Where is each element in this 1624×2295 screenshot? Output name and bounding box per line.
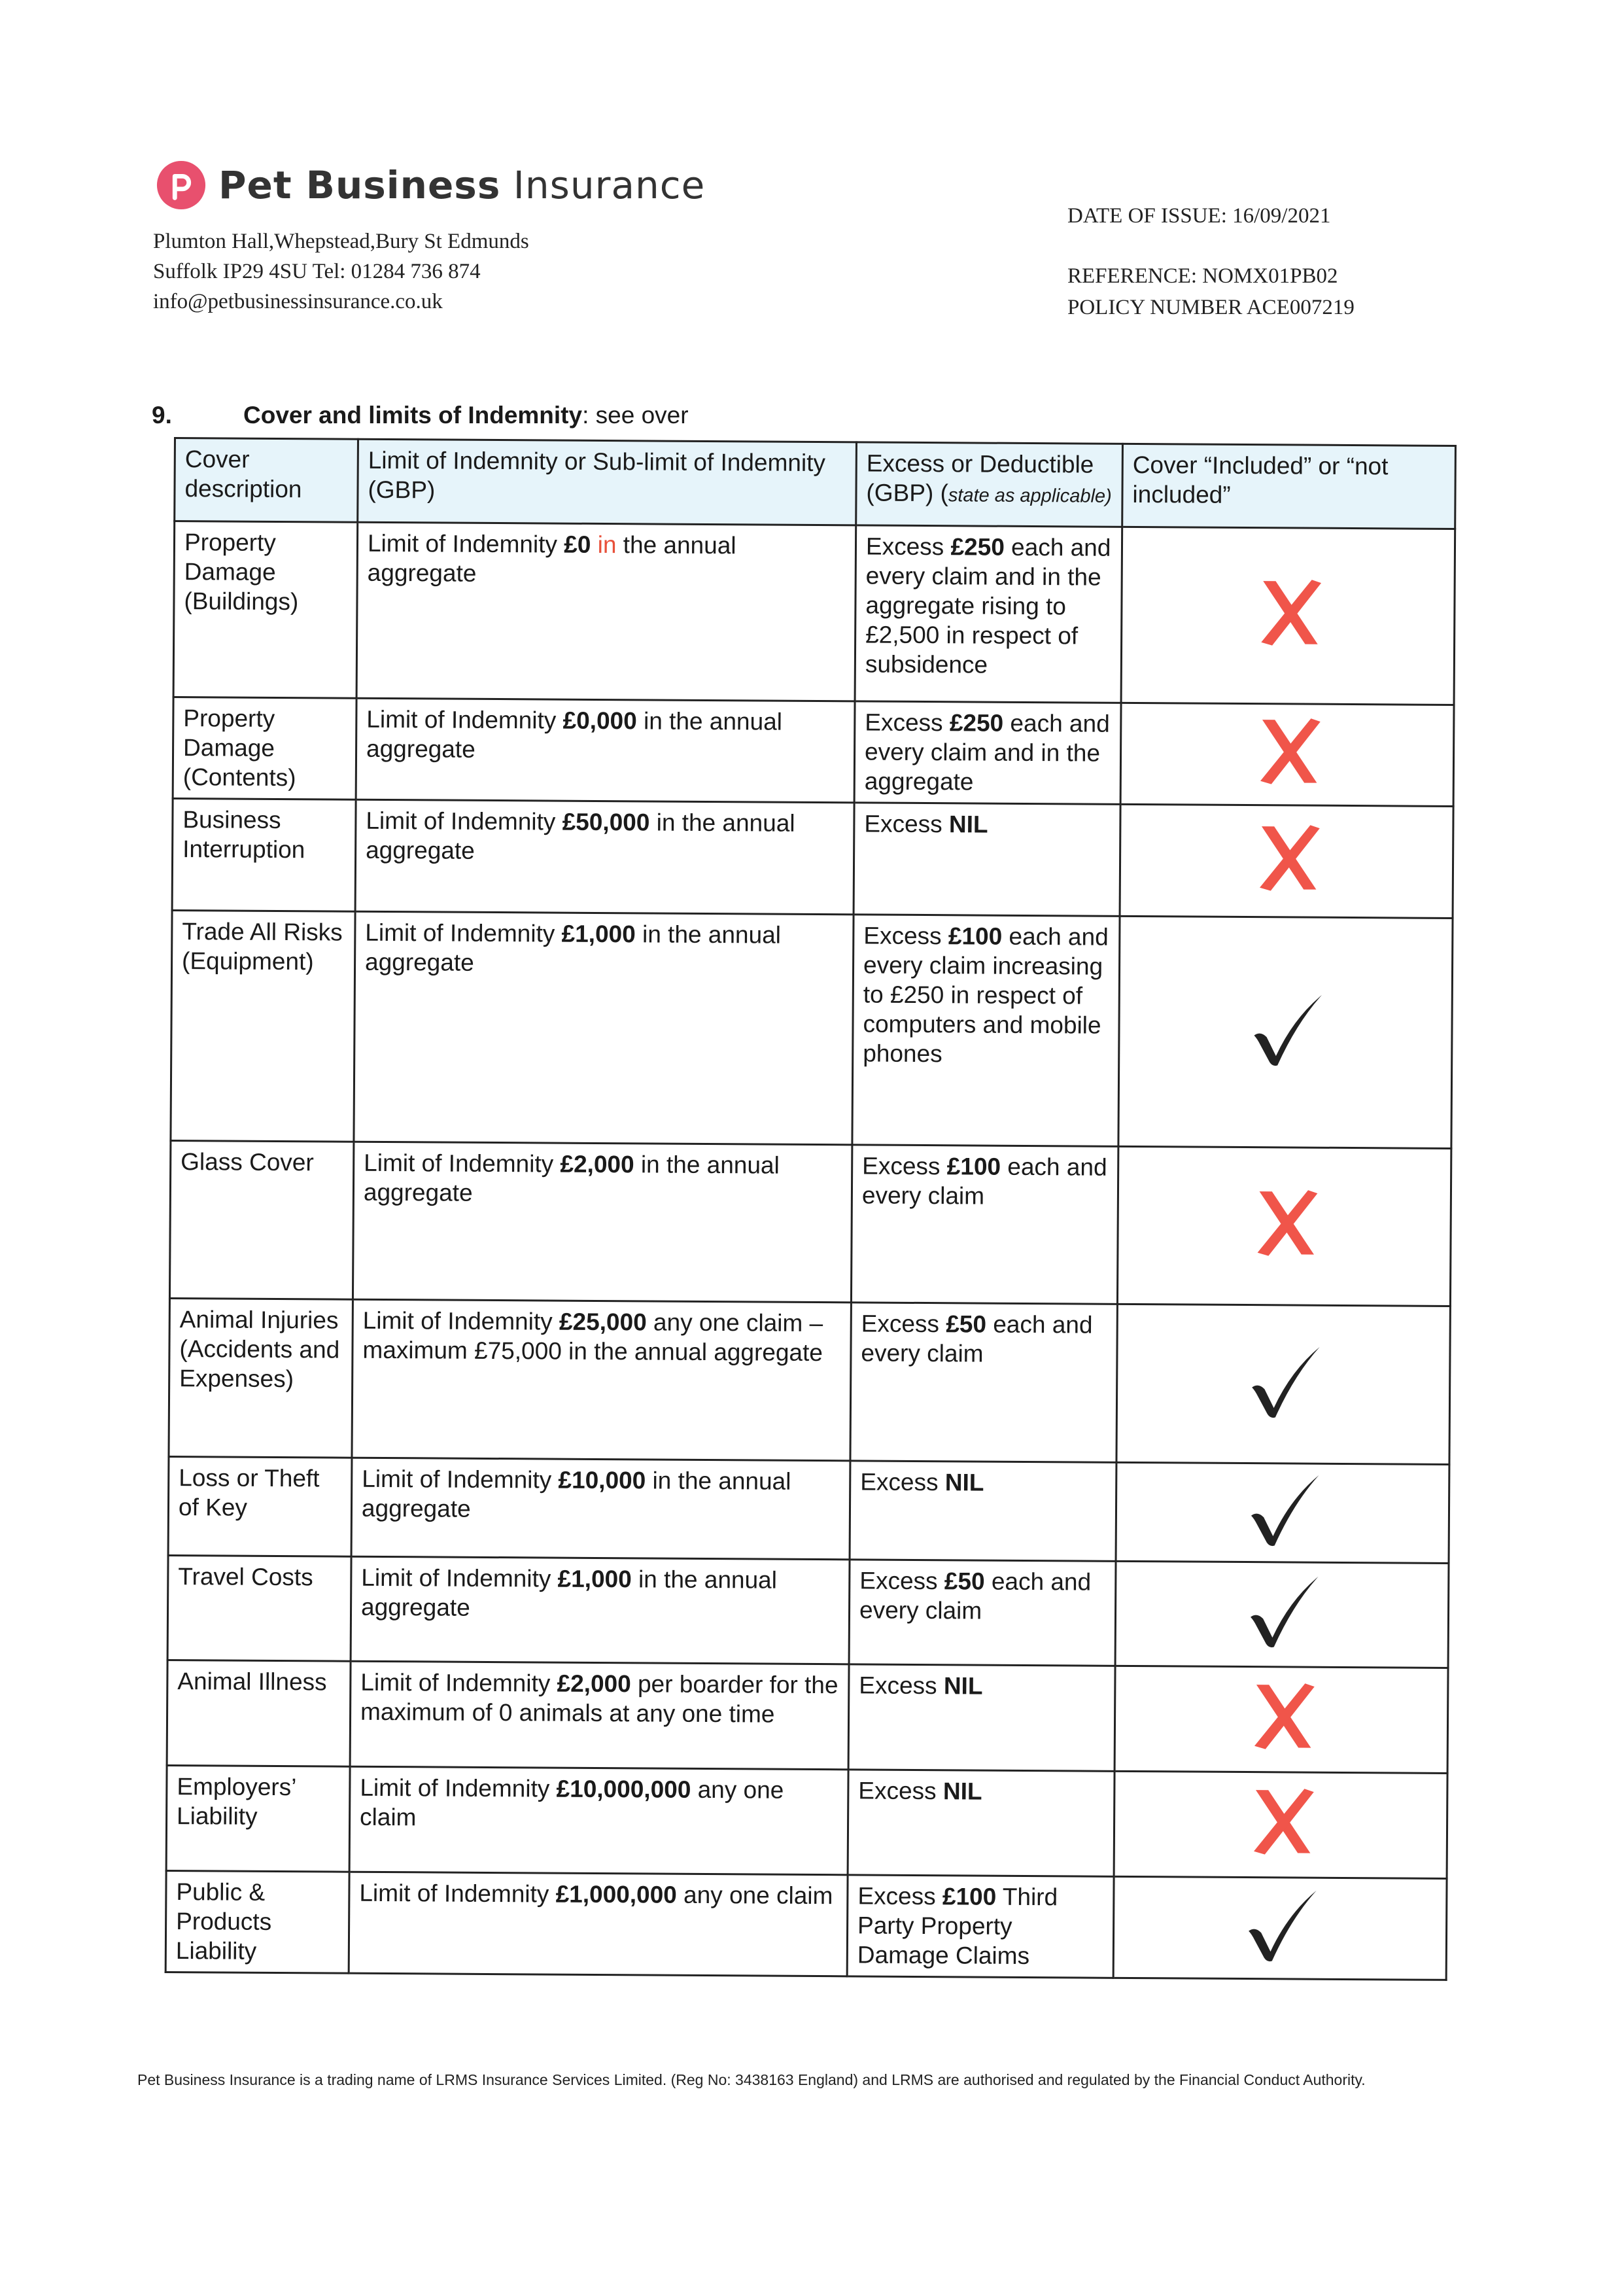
table-row [167,1660,1448,1774]
table-row [169,1299,1450,1464]
excess-cell: Excess NIL [848,1664,1115,1771]
limit-cell: Limit of Indemnity £2,000 per boarder for the maximum of 0 animals at any one time [350,1662,849,1770]
table-row [172,799,1453,919]
limit-cell: Limit of Indemnity £25,000 any one claim – maximum £75,000 in the annual aggregate [352,1300,851,1461]
included-cell [1114,1772,1447,1879]
limit-cell: Limit of Indemnity £2,000 in the annual aggregate [353,1142,852,1303]
address-line: info@petbusinessinsurance.co.uk [153,290,443,313]
excess-cell: Excess £50 each and every claim [849,1559,1116,1666]
limit-cell: Limit of Indemnity £1,000 in the annual aggregate [354,911,854,1145]
table-row [165,1871,1447,1980]
checkmark-icon [1244,1342,1323,1421]
excess-cell: Excess NIL [850,1461,1116,1561]
excess-cell: Excess £250 each and every claim and in the aggregate [854,701,1121,804]
included-cell [1120,805,1453,919]
header-included: Cover “Included” or “not included” [1122,444,1456,529]
excess-cell: Excess £100 each and every claim [851,1145,1118,1305]
company-address [153,226,529,317]
table-row [173,521,1455,705]
limit-cell: Limit of Indemnity £50,000 in the annual aggregate [355,799,854,915]
excess-cell: Excess £50 each and every claim [850,1303,1117,1462]
company-name: Pet Business Insurance [218,163,706,207]
section-heading [152,402,689,429]
checkmark-icon [1246,990,1325,1069]
included-cell [1116,1305,1450,1464]
reference: REFERENCE: NOMX01PB02 [1067,264,1338,288]
cross-icon [1241,1782,1321,1861]
cover-table [165,437,1457,1981]
cover-description: Travel Costs [167,1555,351,1662]
excess-cell: Excess £100 Third Party Property Damage Claims [847,1875,1114,1978]
cover-description: Animal Injuries (Accidents and Expenses) [169,1299,353,1458]
checkmark-icon [1243,1470,1322,1549]
excess-cell: Excess £100 each and every claim increasing to £250 in respect of computers and mobile phones [852,915,1120,1146]
table-row [166,1766,1447,1879]
date-of-issue: DATE OF ISSUE: 16/09/2021 [1067,204,1331,228]
excess-cell: Excess NIL [854,803,1120,916]
table-row [171,911,1453,1149]
cross-icon [1245,1183,1324,1263]
header-row [175,438,1456,529]
limit-cell: Limit of Indemnity £1,000 in the annual aggregate [351,1556,850,1665]
header-limit: Limit of Indemnity or Sub-limit of Indemnity (GBP) [358,439,857,525]
cover-description: Property Damage (Buildings) [173,521,358,699]
included-cell [1121,527,1455,705]
cover-description: Loss or Theft of Key [168,1456,352,1556]
cross-icon [1249,573,1328,652]
limit-cell: Limit of Indemnity £0 in the annual aggregate [356,522,856,701]
address-line: Suffolk IP29 4SU Tel: 01284 736 874 [153,260,481,283]
table-row [173,697,1454,807]
excess-cell: Excess £250 each and every claim and in the aggregate rising to £2,500 in respect of subsidence [855,525,1122,703]
company-logo [156,160,705,211]
included-cell [1116,1462,1449,1563]
limit-cell: Limit of Indemnity £10,000 in the annual aggregate [351,1458,850,1559]
cover-description: Employers’ Liability [166,1766,350,1872]
cover-description: Business Interruption [172,799,356,912]
checkmark-icon [1243,1571,1322,1651]
logo-p-icon [156,160,207,211]
cross-icon [1242,1677,1321,1756]
excess-cell: Excess NIL [848,1770,1114,1876]
limit-cell: Limit of Indemnity £1,000,000 any one claim [349,1872,848,1976]
table-row [169,1141,1451,1306]
included-cell [1113,1876,1447,1980]
table-row [167,1555,1449,1668]
header-excess: Excess or Deductible (GBP) (state as applicable) [856,442,1123,527]
included-cell [1115,1561,1449,1668]
footer-note: Pet Business Insurance is a trading name of LRMS Insurance Services Limited. (Reg No: 3438163 England) and LRMS are authorised and regulated by the Financial Conduct Authority. [137,2071,1366,2088]
included-cell [1117,1146,1451,1306]
table-row [168,1456,1449,1563]
limit-cell: Limit of Indemnity £10,000,000 any one claim [349,1766,848,1875]
included-cell [1118,917,1453,1149]
included-cell [1120,703,1454,807]
cover-description: Glass Cover [169,1141,353,1300]
checkmark-icon [1241,1885,1320,1965]
policy-number: POLICY NUMBER ACE007219 [1067,296,1355,319]
included-cell [1114,1666,1448,1774]
section-number: 9. [152,402,172,429]
cover-description: Property Damage (Contents) [173,697,356,800]
cover-description: Trade All Risks (Equipment) [171,911,355,1142]
cover-description: Public & Products Liability [165,1871,349,1974]
cross-icon [1248,712,1327,791]
section-suffix: : see over [582,402,689,429]
cross-icon [1247,818,1326,898]
cover-description: Animal Illness [167,1660,351,1767]
header-cover: Cover description [175,438,358,523]
address-line: Plumton Hall,Whepstead,Bury St Edmunds [153,230,529,253]
section-title: Cover and limits of Indemnity [243,402,583,429]
limit-cell: Limit of Indemnity £0,000 in the annual aggregate [356,699,855,803]
